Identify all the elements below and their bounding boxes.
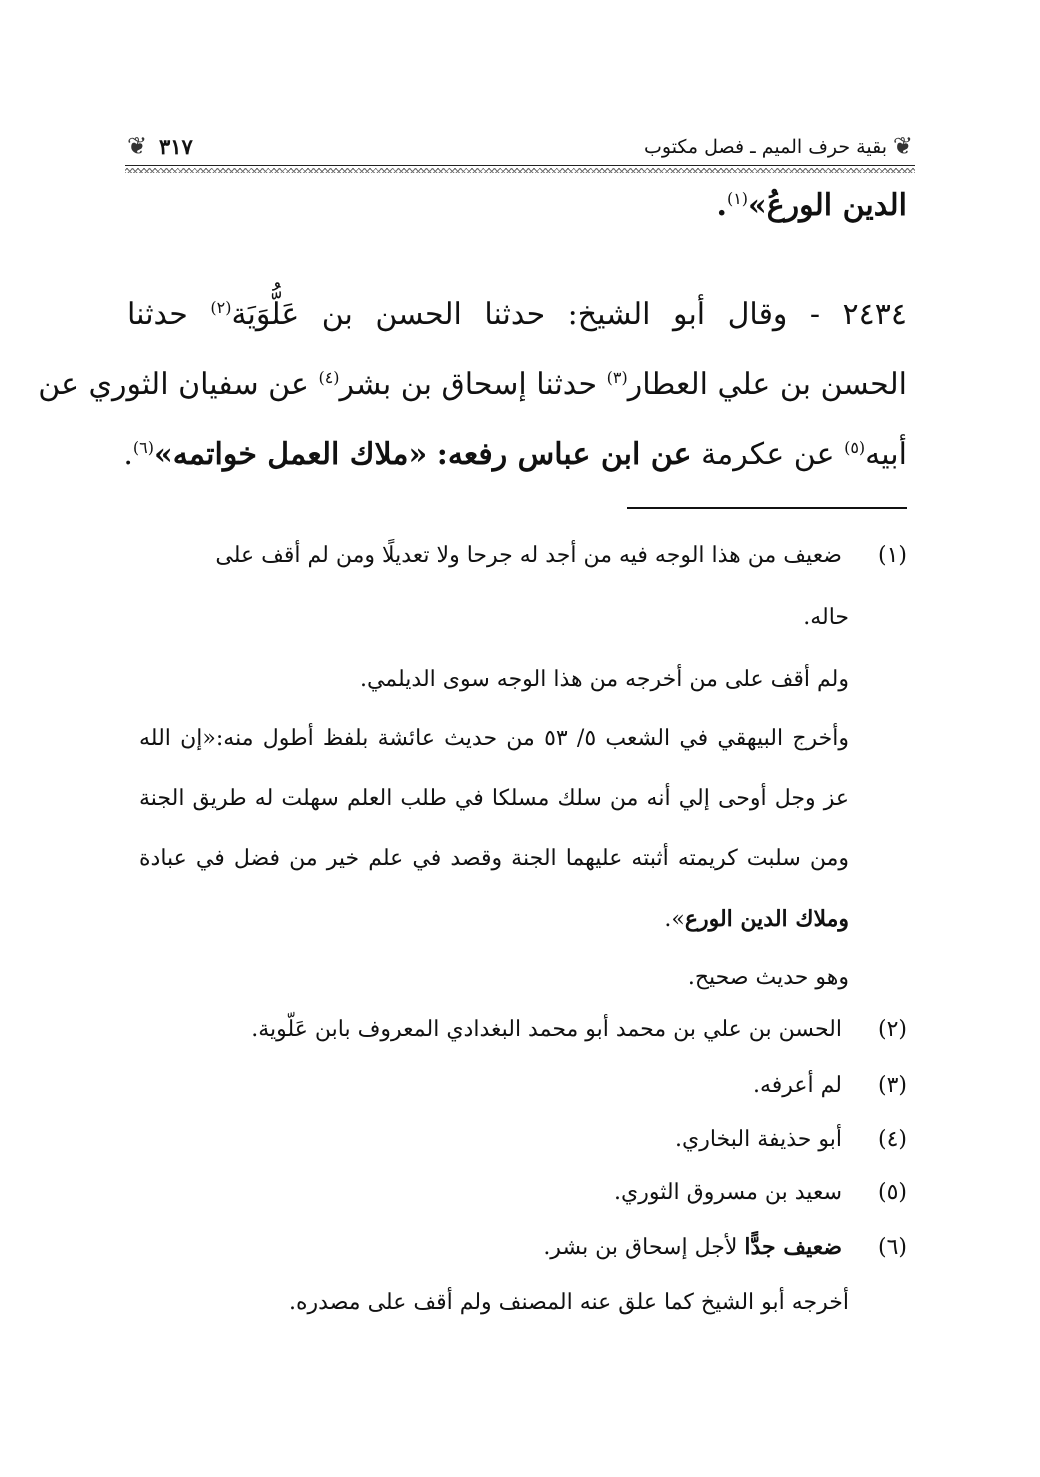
- footnote-ref: (١): [726, 189, 749, 208]
- footnote-text: ولم أقف على من أخرجه من هذا الوجه سوى الديلمي.: [359, 667, 849, 692]
- footnote-3: [753, 1073, 907, 1098]
- footnote-ref: (٢): [210, 298, 232, 317]
- hadith-text: حدثنا: [127, 297, 188, 332]
- footnote-1-line: [139, 786, 849, 811]
- footnote-text-bold: ضعيف جدًّا: [744, 1234, 842, 1260]
- footnote-text: عز وجل أوحى إلي أنه من سلك مسلكا في طلب العلم سهلت له طريق الجنة: [139, 786, 849, 811]
- hadith-line-3: [123, 437, 907, 472]
- footnote-text: لأجل إسحاق بن بشر.: [543, 1235, 738, 1260]
- hadith-text: حدثنا إسحاق بن بشر: [339, 367, 598, 402]
- footnote-number: (٤): [877, 1127, 907, 1152]
- punctuation: .: [716, 188, 727, 223]
- footnote-1-line: [664, 906, 849, 932]
- footnote-1-line: [360, 667, 849, 692]
- footnote-text: حاله.: [803, 605, 849, 630]
- page-number: ٣١٧: [159, 134, 193, 159]
- footnote-ref: (٤): [318, 368, 340, 387]
- footnote-text: وهو حديث صحيح.: [687, 965, 849, 990]
- punctuation: .: [123, 437, 133, 472]
- ornament-icon: ❦: [892, 132, 913, 160]
- footnote-6: [543, 1234, 907, 1260]
- header-rule: [125, 165, 915, 166]
- footnote-ref: (٦): [132, 438, 154, 457]
- footnote-text: ضعيف من هذا الوجه فيه من أجد له جرحا ولا تعديلًا ومن لم أقف على: [215, 543, 842, 568]
- footnote-number: (٦): [877, 1235, 907, 1260]
- footnote-1: [215, 543, 907, 568]
- punctuation: ».: [664, 907, 685, 932]
- footnote-ref: (٥): [844, 438, 866, 457]
- header-border-pattern: [125, 168, 915, 173]
- hadith-text: ٢٤٣٤ - وقال أبو الشيخ: حدثنا الحسن بن عَلُّوَيَة: [231, 297, 907, 332]
- footnote-number: (١): [877, 543, 907, 568]
- hadith-text: عن سفيان الثوري عن: [38, 367, 309, 402]
- hadith-text: أبيه: [865, 437, 907, 472]
- footnote-number: (٢): [877, 1017, 907, 1042]
- continued-line: [716, 188, 907, 223]
- footnote-6-line: [289, 1290, 849, 1315]
- footnote-text: سعيد بن مسروق الثوري.: [614, 1180, 842, 1205]
- header-title: بقية حرف الميم ـ فصل مكتوب: [644, 136, 887, 158]
- hadith-text: عن عكرمة: [701, 437, 835, 472]
- footnote-text: أخرجه أبو الشيخ كما علق عنه المصنف ولم أقف على مصدره.: [289, 1290, 849, 1315]
- footnote-separator: [627, 507, 907, 509]
- hadith-line-1: [127, 297, 907, 332]
- footnote-text: أبو حذيفة البخاري.: [675, 1127, 842, 1152]
- ornament-icon: ❦: [127, 132, 148, 160]
- footnote-4: [675, 1127, 907, 1152]
- footnote-text: الحسن بن علي بن محمد أبو محمد البغدادي المعروف بابن عَلّوية.: [251, 1017, 842, 1042]
- hadith-text-bold: عن ابن عباس رفعه:: [436, 437, 692, 472]
- footnote-2: [251, 1017, 907, 1042]
- footnote-number: (٣): [877, 1073, 907, 1098]
- footnote-ref: (٣): [606, 368, 628, 387]
- footnote-1-line: [139, 726, 849, 751]
- footnote-1-line: [688, 965, 849, 990]
- footnote-1-line: [803, 605, 849, 630]
- footnote-number: (٥): [877, 1180, 907, 1205]
- footnote-5: [614, 1180, 907, 1205]
- footnote-text: وأخرج البيهقي في الشعب ٥/ ٥٣ من حديث عائشة بلفظ أطول منه:«إن الله: [139, 726, 850, 751]
- footnote-text: ومن سلبت كريمته أثبته عليهما الجنة وقصد في علم خير من فضل في عبادة: [139, 846, 849, 871]
- hadith-line-2: [38, 367, 907, 402]
- hadith-text: الحسن بن علي العطار: [627, 367, 907, 402]
- hadith-matn: «ملاك العمل خواتمه»: [153, 437, 428, 472]
- footnote-text: لم أعرفه.: [752, 1073, 842, 1098]
- footnote-1-line: [139, 846, 849, 871]
- footnote-text-bold: وملاك الدين الورع: [684, 906, 849, 932]
- running-header: [125, 128, 915, 176]
- continued-text: الدين الورعُ»: [748, 188, 907, 223]
